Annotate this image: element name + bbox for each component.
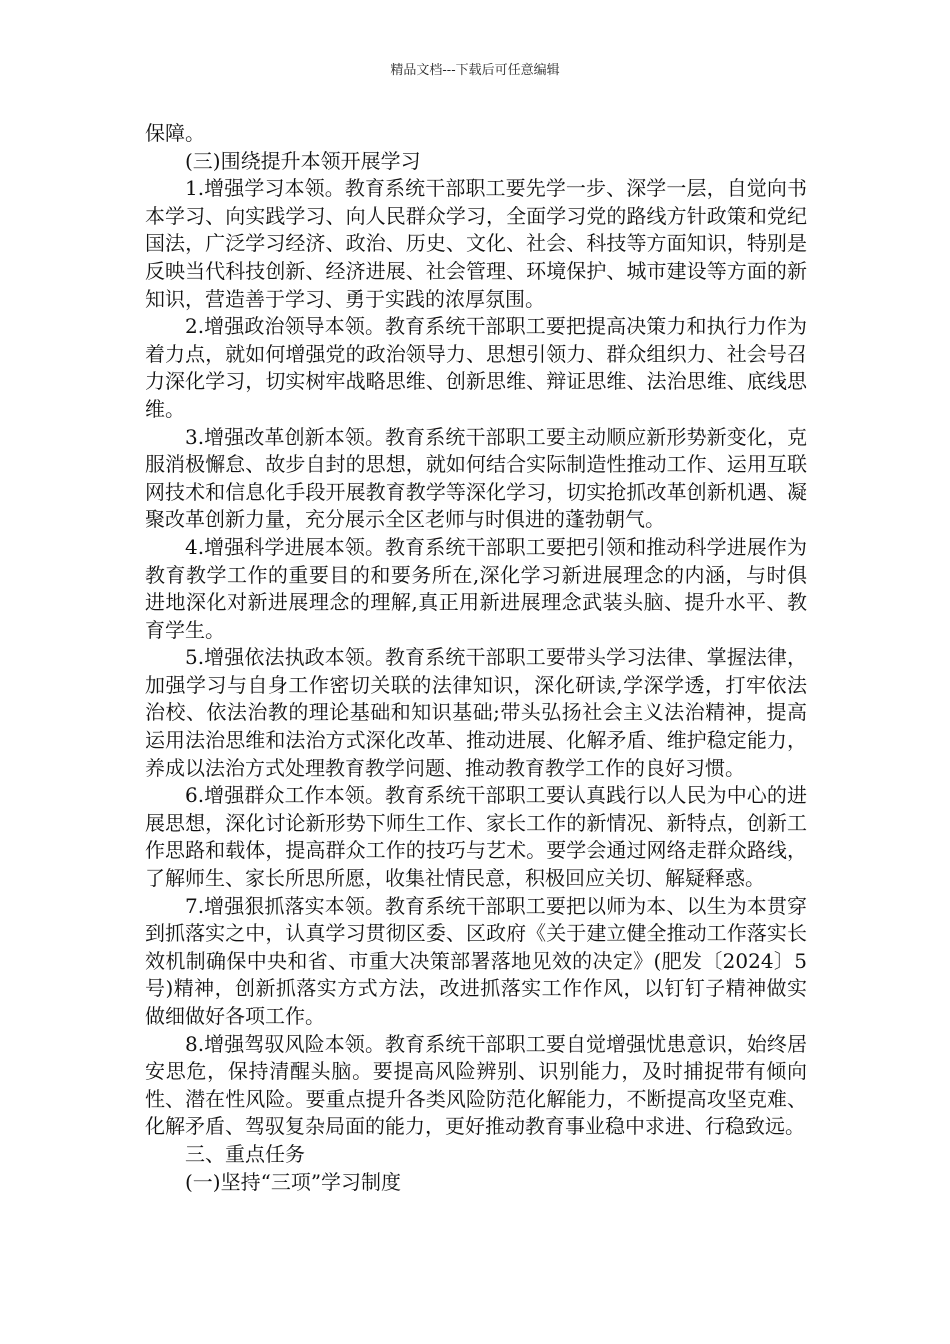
paragraph-item-4: 4.增强科学进展本领。教育系统干部职工要把引领和推动科学进展作为教育教学工作的重要目的和要务所在,深化学习新进展理念的内涵，与时俱进地深化对新进展理念的理解,真正用新进展理念武装头脑、提升水平、教育学生。 xyxy=(145,534,807,642)
paragraph-item-2: 2.增强政治领导本领。教育系统干部职工要把提高决策力和执行力作为着力点，就如何增强党的政治领导力、思想引领力、群众组织力、社会号召力深化学习，切实树牢战略思维、创新思维、辩证思维、法治思维、底线思维。 xyxy=(145,314,807,421)
part-heading-3: 三、重点任务 xyxy=(185,1141,305,1166)
subsection-heading-1: (一)坚持“三项”学习制度 xyxy=(185,1169,402,1194)
page-header: 精品文档---下载后可任意编辑 xyxy=(390,63,560,78)
paragraph-lead: 保障。 xyxy=(145,121,205,145)
paragraph-item-7: 7.增强狠抓落实本领。教育系统干部职工要把以师为本、以生为本贯穿到抓落实之中，认真学习贯彻区委、区政府《关于建立健全推动工作落实长效机制确保中央和省、市重大决策部署落地见效的决定》(肥发〔2024〕5号)精神，创新抓落实方式方法，改进抓落实工作作风，以钉钉子精神做实做细做好各项工作。 xyxy=(145,893,807,1028)
section-heading-3: (三)围绕提升本领开展学习 xyxy=(185,148,421,173)
paragraph-item-5: 5.增强依法执政本领。教育系统干部职工要带头学习法律、掌握法律，加强学习与自身工作密切关联的法律知识，深化研读,学深学透，打牢依法治校、依法治教的理论基础和知识基础;带头弘扬社会主义法治精神，提高运用法治思维和法治方式深化改革、推动进展、化解矛盾、维护稳定能力，养成以法治方式处理教育教学问题、推动教育教学工作的良好习惯。 xyxy=(145,645,807,780)
paragraph-item-6: 6.增强群众工作本领。教育系统干部职工要认真践行以人民为中心的进展思想，深化讨论新形势下师生工作、家长工作的新情况、新特点，创新工作思路和载体，提高群众工作的技巧与艺术。要学会通过网络走群众路线，了解师生、家长所思所愿，收集社情民意，积极回应关切、解疑释惑。 xyxy=(145,783,807,891)
paragraph-item-3: 3.增强改革创新本领。教育系统干部职工要主动顺应新形势新变化，克服消极懈怠、故步自封的思想，就如何结合实际制造性推动工作、运用互联网技术和信息化手段开展教育教学等深化学习，切实抢抓改革创新机遇、凝聚改革创新力量，充分展示全区老师与时俱进的蓬勃朝气。 xyxy=(145,424,807,532)
document-body xyxy=(145,120,807,1196)
paragraph-item-8: 8.增强驾驭风险本领。教育系统干部职工要自觉增强忧患意识，始终居安思危，保持清醒头脑。要提高风险辨别、识别能力，及时捕捉带有倾向性、潜在性风险。要重点提升各类风险防范化解能力，不断提高攻坚克难、化解矛盾、驾驭复杂局面的能力，更好推动教育事业稳中求进、行稳致远。 xyxy=(145,1031,807,1139)
paragraph-item-1: 1.增强学习本领。教育系统干部职工要先学一步、深学一层，自觉向书本学习、向实践学习、向人民群众学习，全面学习党的路线方针政策和党纪国法，广泛学习经济、政治、历史、文化、社会、科技等方面知识，特别是反映当代科技创新、经济进展、社会管理、环境保护、城市建设等方面的新知识，营造善于学习、勇于实践的浓厚氛围。 xyxy=(145,176,807,311)
